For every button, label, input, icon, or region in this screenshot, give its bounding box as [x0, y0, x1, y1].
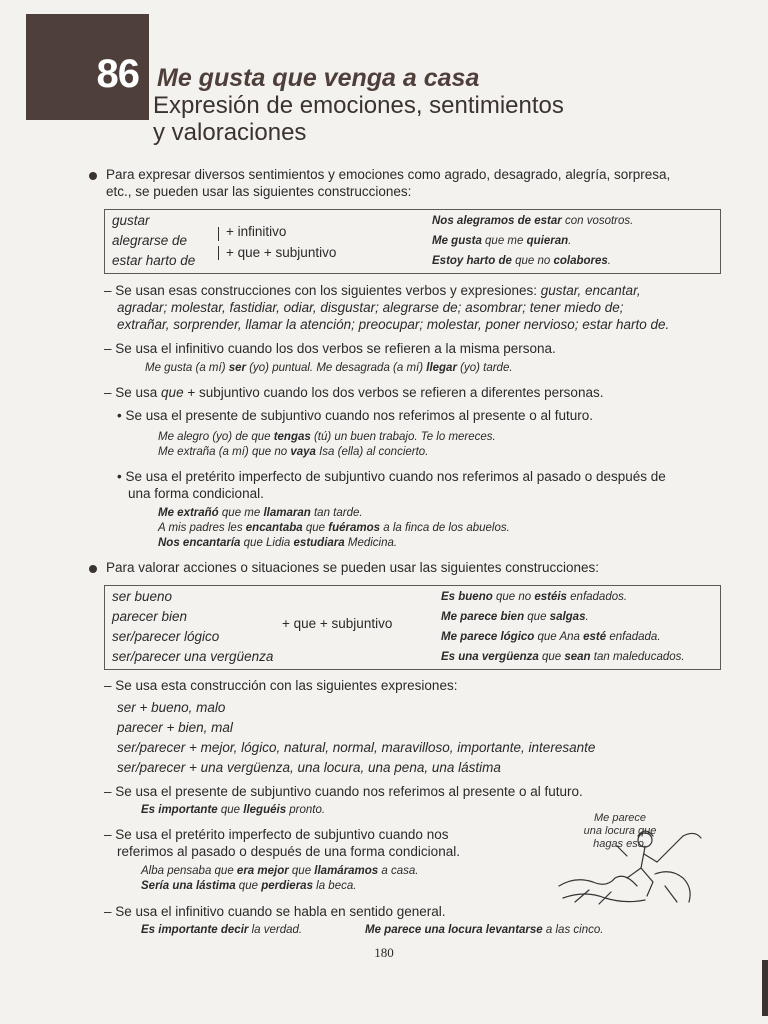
box-expression: ser/parecer una vergüenza [112, 649, 274, 664]
rule-verbs: – Se usan esas construcciones con los siguientes verbos y expresiones: gustar, encantar, [104, 283, 641, 298]
example-sentence: Me extrañó que me llamaran tan tarde. [158, 507, 363, 519]
construction-infinitive: + infinitivo [226, 224, 287, 239]
subrule-imperfecto-line2: una forma condicional. [128, 486, 264, 501]
box-example: Es bueno que no estéis enfadados. [441, 591, 628, 603]
bullet-icon [89, 565, 97, 573]
box-example: Me gusta que me quieran. [432, 235, 572, 247]
box-expression: parecer bien [112, 609, 188, 624]
example-sentence: Me gusta (a mí) ser (yo) puntual. Me desagrada (a mí) llegar (yo) tarde. [145, 362, 513, 374]
example-sentence: Me parece una locura levantarse a las cinco. [365, 924, 604, 936]
box-example: Es una vergüenza que sean tan maleducados. [441, 651, 685, 663]
page-subtitle-line1: Expresión de emociones, sentimientos [153, 92, 564, 119]
construction-que-subjuntivo: + que + subjuntivo [282, 616, 393, 631]
box-verb: estar harto de [112, 253, 196, 268]
box-expression: ser/parecer lógico [112, 629, 220, 644]
box-example: Nos alegramos de estar con vosotros. [432, 215, 634, 227]
rule-infinitive: – Se usa el infinitivo cuando los dos verbos se refieren a la misma persona. [104, 341, 556, 356]
example-sentence: Sería una lástima que perdieras la beca. [141, 880, 357, 892]
example-sentence: Me extraña (a mí) que no vaya Isa (ella) al concierto. [158, 446, 429, 458]
section1-intro-line1: Para expresar diversos sentimientos y emociones como agrado, desagrado, alegría, sorpresa, [106, 167, 671, 182]
rule-imperfecto-line2: referimos al pasado o después de una forma condicional. [117, 844, 460, 859]
example-sentence: Alba pensaba que era mejor que llamáramos a casa. [141, 865, 419, 877]
box-example: Estoy harto de que no colabores. [432, 255, 611, 267]
rule-imperfecto-line1: – Se usa el pretérito imperfecto de subjuntivo cuando nos [104, 827, 449, 842]
rule-expressions: – Se usa esta construcción con las siguientes expresiones: [104, 678, 458, 693]
page-number: 180 [374, 945, 394, 960]
expression-line: parecer + bien, mal [117, 720, 233, 735]
expression-line: ser + bueno, malo [117, 700, 226, 715]
page-edge-mark [762, 960, 768, 1016]
rule-verbs-line2: agradar; molestar, fastidiar, odiar, disgustar; alegrarse de; asombrar; tener miedo de; [117, 300, 624, 315]
page-title: Me gusta que venga a casa [157, 64, 480, 92]
subrule-imperfecto-line1: • Se usa el pretérito imperfecto de subjuntivo cuando nos referimos al pasado o después de [117, 469, 666, 484]
bracket-line [218, 246, 219, 260]
rule-infinitivo-general: – Se usa el infinitivo cuando se habla en sentido general. [104, 904, 446, 919]
construction-subjunctive: + que + subjuntivo [226, 245, 337, 260]
expression-line: ser/parecer + una vergüenza, una locura, una pena, una lástima [117, 760, 501, 775]
rule-presente: – Se usa el presente de subjuntivo cuando nos referimos al presente o al futuro. [104, 784, 583, 799]
section1-intro-line2: etc., se pueden usar las siguientes construcciones: [106, 184, 412, 199]
subrule-presente: • Se usa el presente de subjuntivo cuando nos referimos al presente o al futuro. [117, 408, 594, 423]
chapter-number: 86 [96, 52, 139, 96]
box-example: Me parece bien que salgas. [441, 611, 589, 623]
example-sentence: Es importante decir la verdad. [141, 924, 303, 936]
box-verb: gustar [112, 213, 150, 228]
rule-verbs-line3: extrañar, sorprender, llamar la atención; preocupar; molestar, poner nervioso; estar harto de. [117, 317, 670, 332]
illustration-speech-text: Me parece una locura que hagas eso. [583, 812, 657, 850]
box-example: Me parece lógico que Ana esté enfadada. [441, 631, 661, 643]
bracket-line [218, 227, 219, 241]
example-sentence: Nos encantaría que Lidia estudiara Medicina. [158, 537, 398, 549]
page-subtitle-line2: y valoraciones [153, 119, 307, 146]
example-sentence: Es importante que lleguéis pronto. [141, 804, 326, 816]
example-sentence: A mis padres les encantaba que fuéramos a la finca de los abuelos. [158, 522, 510, 534]
example-sentence: Me alegro (yo) de que tengas (tú) un buen trabajo. Te lo mereces. [158, 431, 496, 443]
box-verb: alegrarse de [112, 233, 188, 248]
illustration-drawing [555, 816, 705, 908]
bullet-icon [89, 172, 97, 180]
section2-intro: Para valorar acciones o situaciones se pueden usar las siguientes construcciones: [106, 560, 600, 575]
box-expression: ser bueno [112, 589, 173, 604]
expression-line: ser/parecer + mejor, lógico, natural, normal, maravilloso, importante, interesante [117, 740, 596, 755]
rule-que-subjuntivo: – Se usa que + subjuntivo cuando los dos verbos se refieren a diferentes personas. [104, 385, 604, 400]
